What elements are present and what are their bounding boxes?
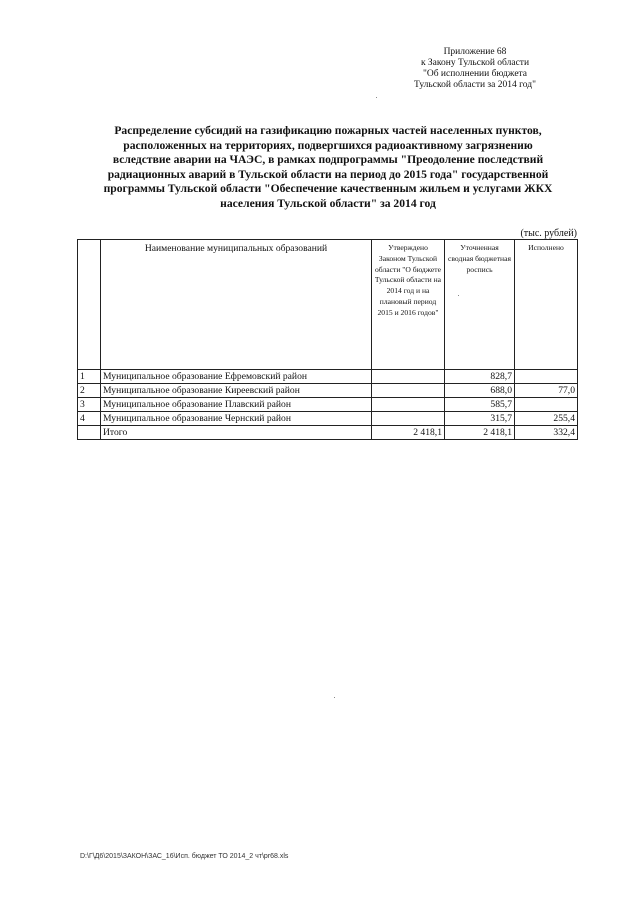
title-line: вследствие аварии на ЧАЭС, в рамках подпрограммы "Преодоление последствий (112, 153, 544, 167)
row-approved (372, 384, 445, 398)
row-refined: 828,7 (445, 370, 515, 384)
row-executed (515, 398, 578, 412)
total-index (78, 426, 101, 440)
title-line: расположенных на территориях, подвергшихся радиоактивному загрязнению (123, 138, 533, 152)
row-index: 2 (78, 384, 101, 398)
units-label: (тыс. рублей) (520, 228, 577, 239)
row-index: 4 (78, 412, 101, 426)
row-refined: 585,7 (445, 398, 515, 412)
row-refined: 315,7 (445, 412, 515, 426)
appendix-line: Тульской области за 2014 год" (414, 80, 536, 90)
title-line: программы Тульской области "Обеспечение качественным жильем и услугами ЖКХ (103, 182, 553, 196)
appendix-line: к Закону Тульской области (420, 58, 530, 68)
file-path-footer: D:\Г\Д6\2015\ЗАКОН\ЗАС_16\Исп. бюджет ТО 2014_2 чт\pr68.xls (80, 853, 289, 860)
total-label: Итого (101, 426, 372, 440)
row-index: 1 (78, 370, 101, 384)
row-executed (515, 370, 578, 384)
table-row (78, 384, 578, 398)
title-line: радиационных аварий в Тульской области на период до 2015 года" государственной (107, 167, 549, 181)
header-index (78, 240, 101, 370)
subsidy-table (77, 239, 578, 440)
row-executed: 77,0 (515, 384, 578, 398)
total-approved: 2 418,1 (372, 426, 445, 440)
appendix-line: Приложение 68 (443, 47, 507, 57)
table-row (78, 370, 578, 384)
row-approved (372, 412, 445, 426)
header-refined: Уточненная сводная бюджетная роспись (445, 240, 515, 370)
table-row (78, 398, 578, 412)
header-executed: Исполнено (515, 240, 578, 370)
table-header-row (78, 240, 578, 370)
header-approved: Утверждено Законом Тульской области "О бюджете Тульской области на 2014 год и на плановый период 2015 и 2016 годов" (372, 240, 445, 370)
total-row (78, 426, 578, 440)
row-executed: 255,4 (515, 412, 578, 426)
row-name: Муниципальное образование Ефремовский район (101, 370, 372, 384)
row-approved (372, 370, 445, 384)
title-line: населения Тульской области" за 2014 год (220, 196, 436, 210)
row-name: Муниципальное образование Киреевский район (101, 384, 372, 398)
row-name: Муниципальное образование Чернский район (101, 412, 372, 426)
scan-speck (334, 697, 335, 698)
appendix-header (400, 47, 550, 91)
table-row (78, 412, 578, 426)
row-name: Муниципальное образование Плавский район (101, 398, 372, 412)
row-refined: 688,0 (445, 384, 515, 398)
document-title (78, 124, 578, 212)
scan-speck (376, 97, 377, 98)
total-executed: 332,4 (515, 426, 578, 440)
row-approved (372, 398, 445, 412)
header-name: Наименование муниципальных образований (101, 240, 372, 370)
title-line: Распределение субсидий на газификацию пожарных частей населенных пунктов, (114, 124, 542, 137)
appendix-line: "Об исполнении бюджета (422, 69, 528, 79)
total-refined: 2 418,1 (445, 426, 515, 440)
row-index: 3 (78, 398, 101, 412)
scan-speck (458, 295, 459, 296)
